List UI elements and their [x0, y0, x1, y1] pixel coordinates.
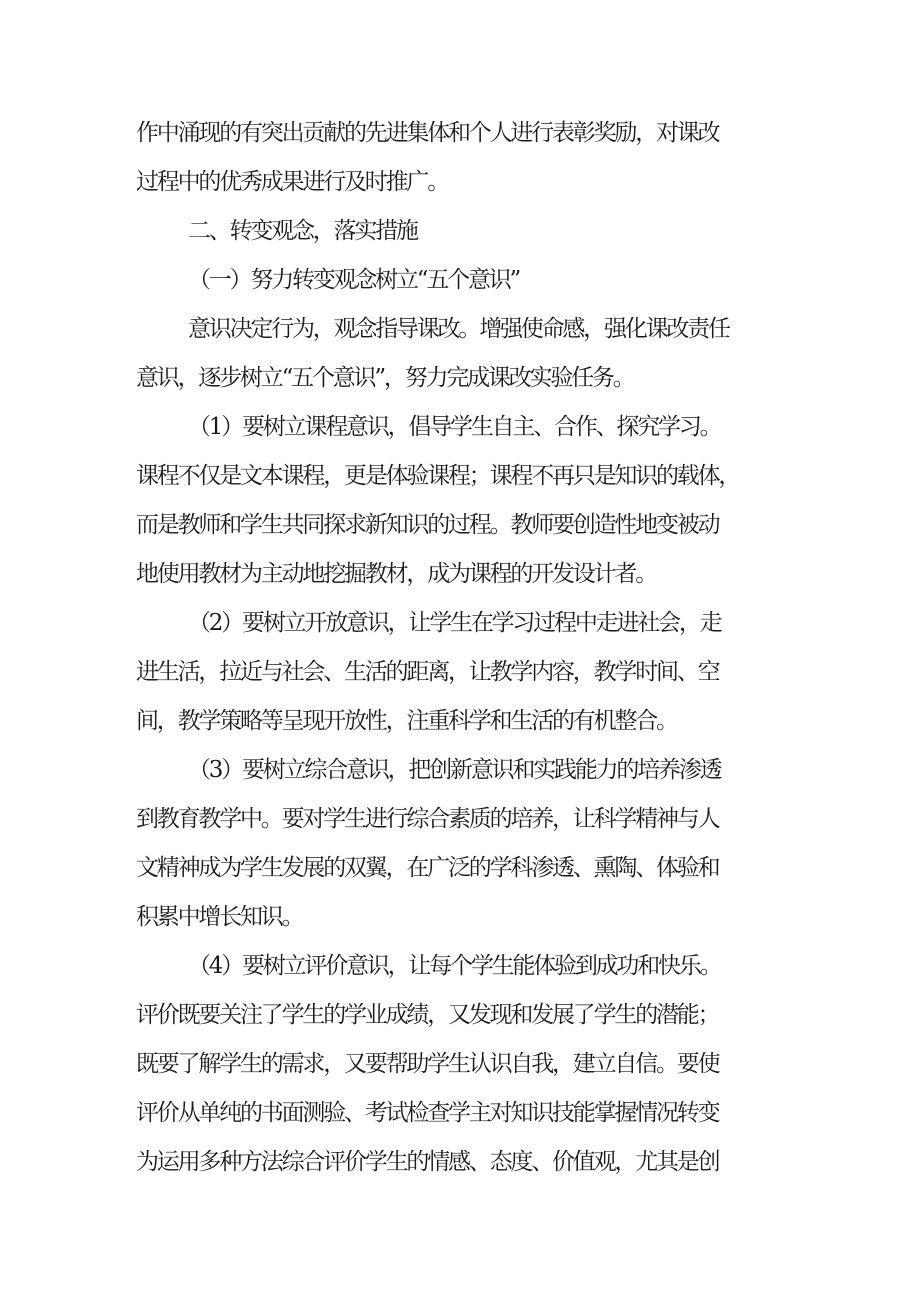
text-line: 地使用教材为主动地挖掘教材，成为课程的开发设计者。: [136, 561, 657, 587]
text-line: （2）要树立开放意识，让学生在学习过程中走进社会，走: [188, 610, 721, 636]
subsection-heading: （一）努力转变观念树立“五个意识”: [188, 267, 520, 293]
text-line: （3）要树立综合意识，把创新意识和实践能力的培养渗透: [188, 757, 721, 783]
text-line: 意识，逐步树立“五个意识”，努力完成课改实验任务。: [136, 365, 634, 391]
text-line: 文精神成为学生发展的双翼，在广泛的学科渗透、熏陶、体验和: [136, 855, 719, 881]
text-line: 而是教师和学生共同探求新知识的过程。教师要创造性地变被动: [136, 512, 719, 538]
text-line: 到教育教学中。要对学生进行综合素质的培养，让科学精神与人: [136, 806, 719, 832]
text-line: 评价既要关注了学生的学业成绩，又发现和发展了学生的潜能；: [136, 1002, 719, 1028]
text-line: 评价从单纯的书面测验、考试检查学主对知识技能掌握情况转变: [136, 1100, 719, 1126]
text-line: 既要了解学生的需求，又要帮助学生认识自我，建立自信。要使: [136, 1051, 719, 1077]
text-line: 为运用多种方法综合评价学生的情感、态度、价值观，尤其是创: [136, 1149, 719, 1175]
text-line: 进生活，拉近与社会、生活的距离，让教学内容，教学时间、空: [136, 659, 719, 685]
text-line: 课程不仅是文本课程，更是体验课程；课程不再只是知识的载体，: [136, 463, 740, 489]
section-heading: 二、转变观念，落实措施: [188, 218, 417, 244]
text-line: 积累中增长知识。: [136, 904, 303, 930]
text-line: （4）要树立评价意识，让每个学生能体验到成功和快乐。: [188, 953, 721, 979]
text-line: 过程中的优秀成果进行及时推广。: [136, 169, 449, 195]
text-line: 意识决定行为，观念指导课改。增强使命感，强化课改责任: [188, 316, 729, 342]
text-line: 作中涌现的有突出贡献的先进集体和个人进行表彰奖励，对课改: [136, 120, 719, 146]
text-line: 间，教学策略等呈现开放性，注重科学和生活的有机整合。: [136, 708, 677, 734]
text-line: （1）要树立课程意识，倡导学生自主、合作、探究学习。: [188, 414, 721, 440]
